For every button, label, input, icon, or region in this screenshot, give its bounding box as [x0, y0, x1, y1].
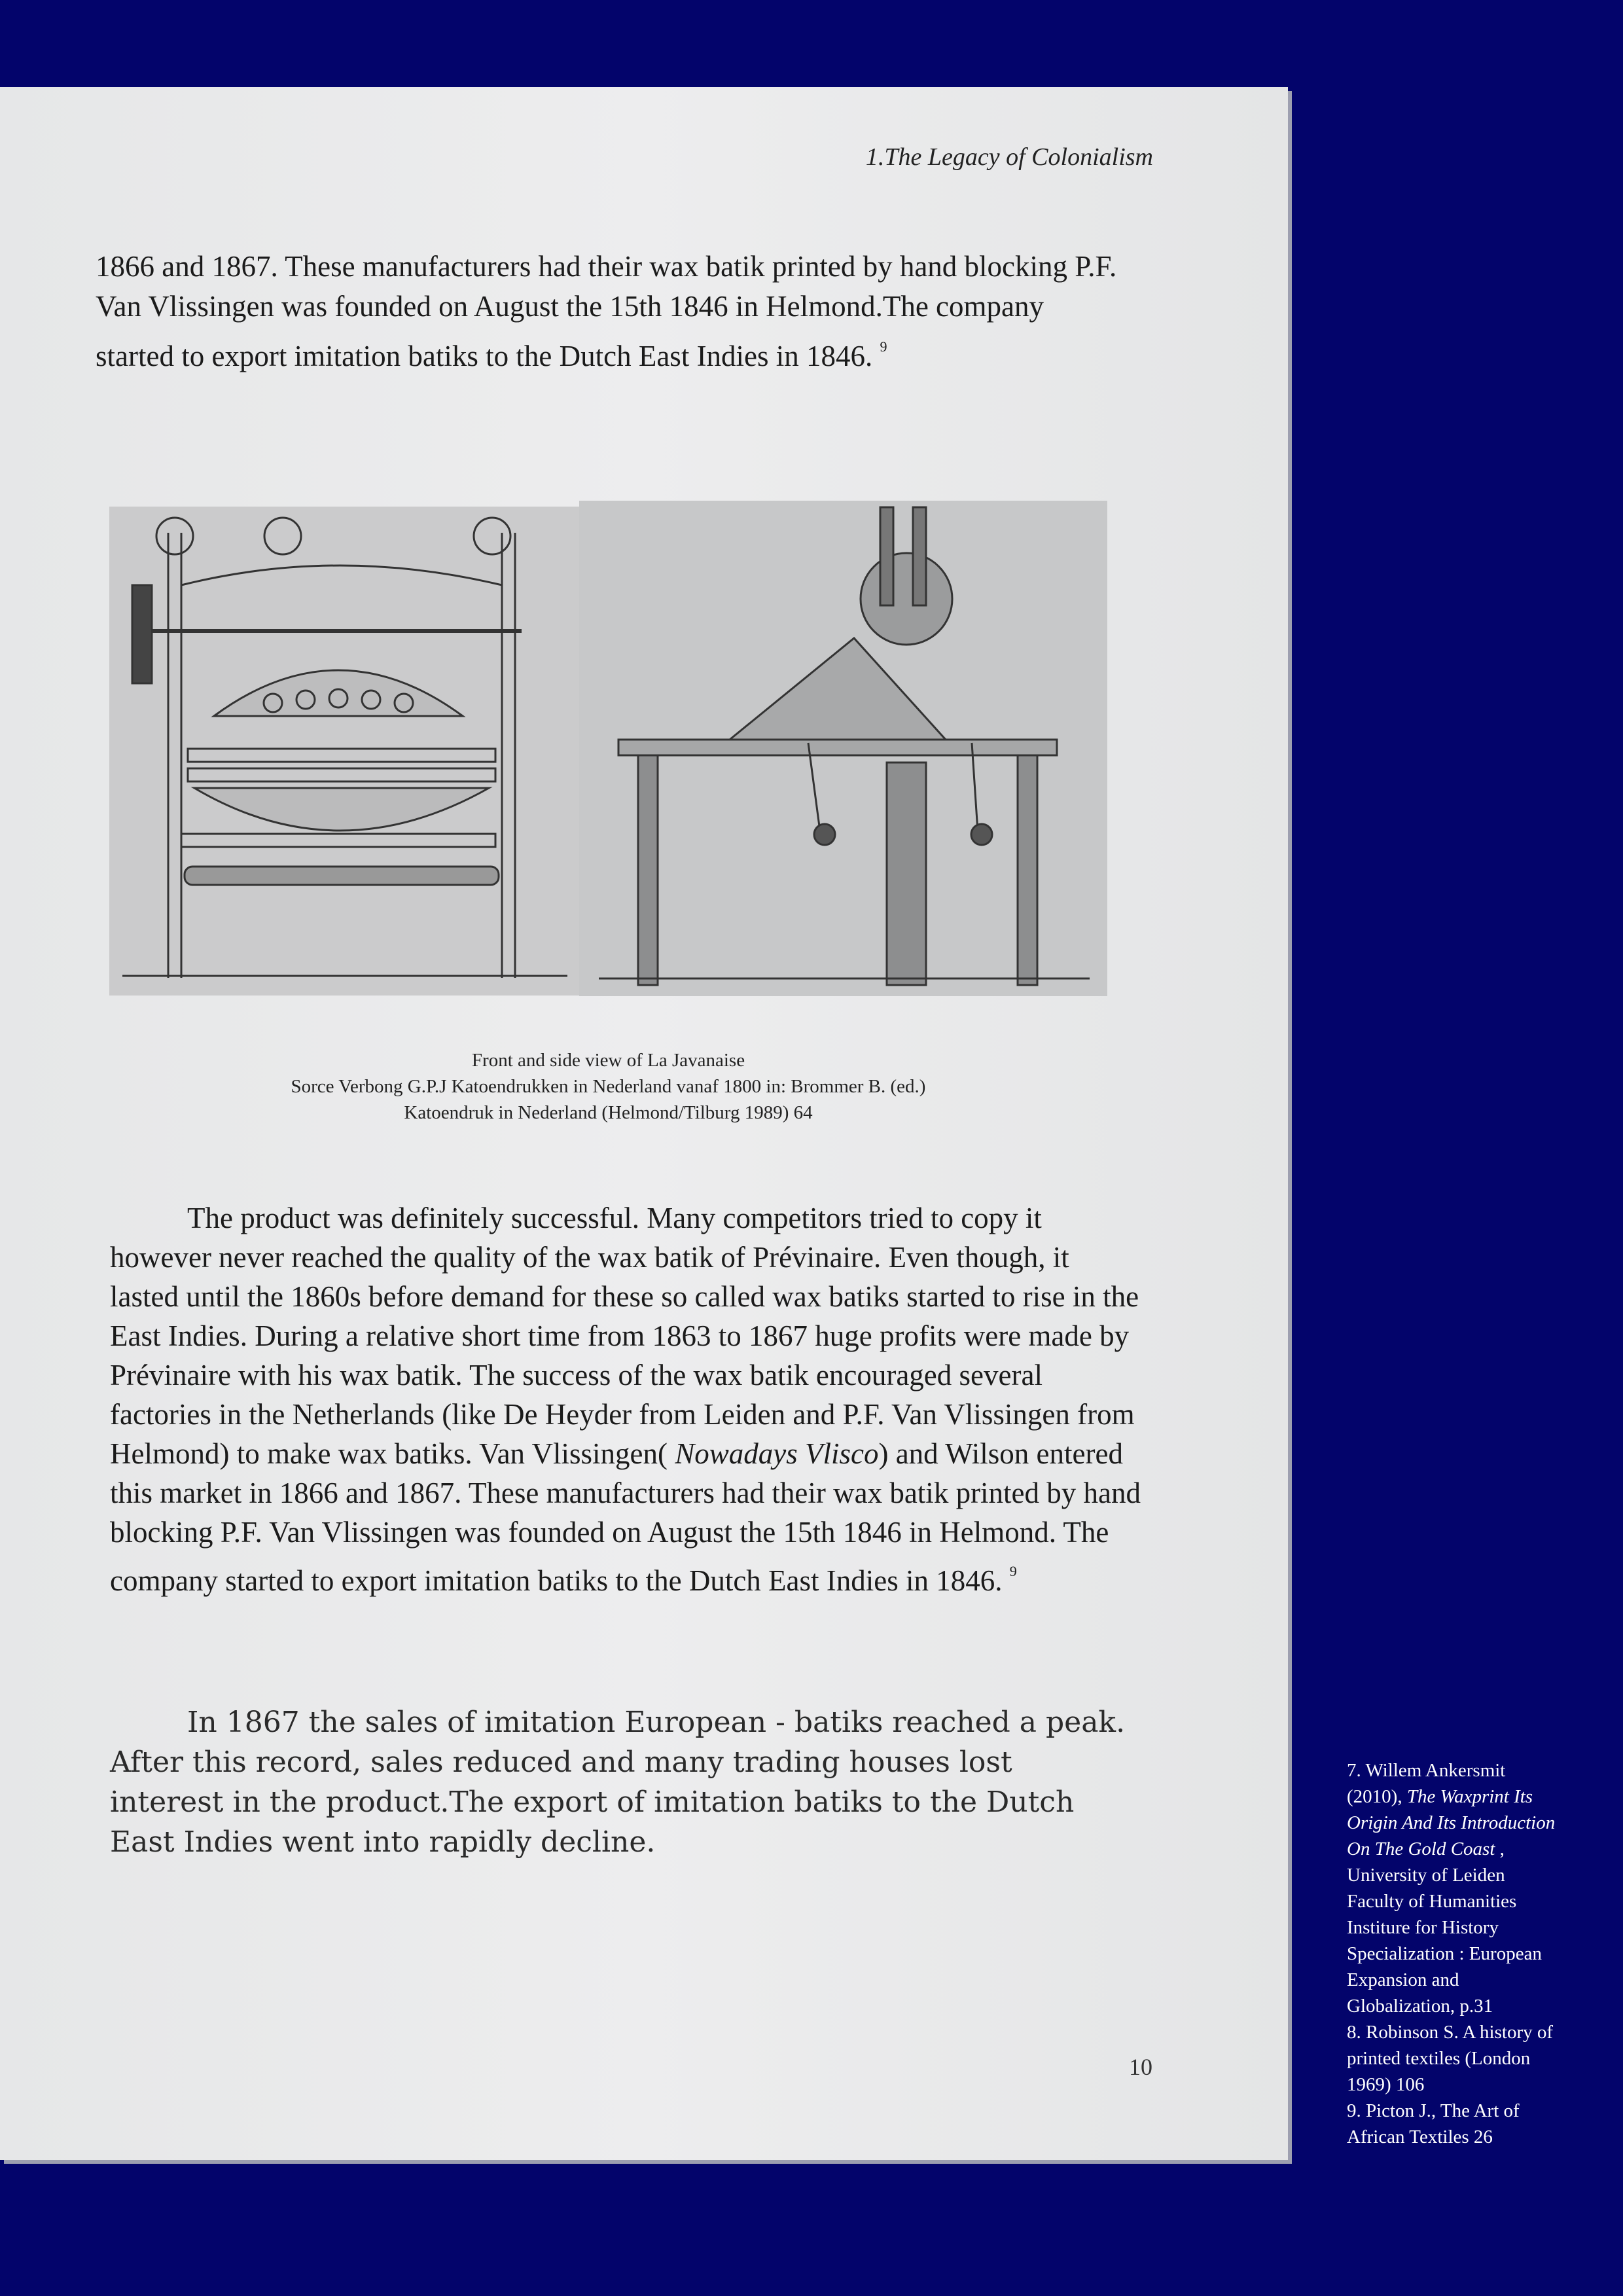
footnote-italic: The Waxprint Its Origin And Its Introduction On The Gold Coast	[1347, 1786, 1556, 1859]
caption-line: Front and side view of La Javanaise	[471, 1050, 745, 1071]
footnotes	[1347, 1757, 1563, 2150]
footnote-line: Institure for History	[1347, 1917, 1499, 1938]
figure-caption	[109, 1047, 1107, 1126]
machine-figure	[109, 501, 1107, 996]
paragraph-text: ) and Wilson entered this market in 1866 and 1867. These manufacturers had their wax batik printed by hand blocking P.F. Van Vlissingen was founded on August the 15th 1846 in Helmond. The company started to export imitation batiks to the Dutch East Indies in 1846.	[110, 1437, 1141, 1597]
footnote-ref: 9	[880, 338, 887, 355]
footnote-text: , University of Leiden	[1347, 1839, 1505, 1886]
running-header: 1.The Legacy of Colonialism	[865, 143, 1153, 171]
paragraph-italic: Nowadays Vlisco	[675, 1437, 879, 1470]
page-number: 10	[1129, 2054, 1152, 2080]
footnote-8: 8. Robinson S. A history of printed textiles (London 1969) 106	[1347, 2022, 1554, 2095]
book-page	[0, 87, 1288, 2160]
caption-line: Sorce Verbong G.P.J Katoendrukken in Nederland vanaf 1800 in: Brommer B. (ed.)	[291, 1076, 926, 1097]
paragraph-text: The product was definitely successful. Many competitors tried to copy it however never reached the quality of the wax batik of Prévinaire. Even though, it lasted until the 1860s before demand for these so called wax batiks started to rise in the East Indies. During a relative short time from 1863 to 1867 huge profits were made by Prévinaire with his wax batik. The success of the wax batik encouraged several factories in the Netherlands (like De Heyder from Leiden and P.F. Van Vlissingen from Helmond) to make wax batiks. Van Vlissingen(	[110, 1202, 1139, 1470]
footnote-line: Faculty of Humanities	[1347, 1891, 1517, 1912]
paragraph-product-success	[110, 1198, 1144, 1600]
side-view-drawing	[579, 501, 1107, 996]
footnote-7	[1347, 1757, 1563, 1888]
paragraph-sales-peak: In 1867 the sales of imitation European - batiks reached a peak. After this record, sales reduced and many trading houses lost interest in the product.The export of imitation batiks to the Dutch East Indies went into rapidly decline.	[110, 1706, 1126, 1859]
paragraph-continued	[96, 247, 1130, 376]
front-view-drawing	[109, 507, 579, 996]
caption-line: Katoendruk in Nederland (Helmond/Tilburg 1989) 64	[404, 1102, 813, 1123]
footnote-9: 9. Picton J., The Art of African Textiles 26	[1347, 2100, 1520, 2147]
footnote-text: 7. Willem Ankersmit (2010),	[1347, 1760, 1506, 1807]
footnote-line: Specialization : European Expansion and Globalization, p.31	[1347, 1943, 1542, 2017]
paragraph-text: 1866 and 1867. These manufacturers had their wax batik printed by hand blocking P.F. Van Vlissingen was founded on August the 15th 1846 in Helmond.The company started to export imitation batiks to the Dutch East Indies in 1846.	[96, 250, 1117, 372]
footnote-ref: 9	[1009, 1563, 1017, 1579]
